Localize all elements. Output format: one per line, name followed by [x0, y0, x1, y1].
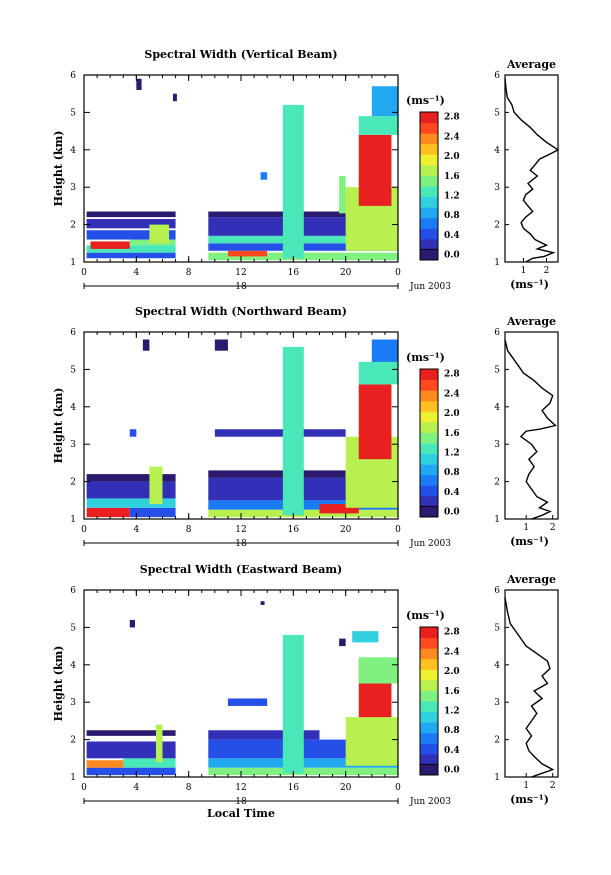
colorbar-tick-label: 0.4 [444, 745, 460, 756]
colorbar-swatch [420, 422, 438, 433]
colorbar-tick-label: 1.6 [444, 428, 460, 439]
colorbar-swatch [420, 112, 438, 123]
profile-y-tick-label: 2 [494, 220, 500, 231]
y-tick-label: 5 [70, 365, 76, 376]
x-tick-label: 12 [235, 525, 247, 535]
colorbar-swatch [420, 638, 438, 649]
heatmap-cell [87, 253, 176, 259]
profile-y-tick-label: 5 [494, 108, 500, 119]
colorbar-swatch [420, 733, 438, 744]
colorbar-tick-label: 0.0 [444, 507, 460, 518]
y-axis-label: Height (km) [52, 645, 65, 722]
colorbar-tick-label: 0.4 [444, 230, 460, 241]
colorbar-swatch [420, 218, 438, 229]
colorbar-tick-label: 0.4 [444, 487, 460, 498]
y-tick-label: 2 [70, 735, 76, 746]
y-tick-label: 3 [70, 440, 76, 451]
heatmap-cell [359, 657, 398, 683]
heatmap-cell [346, 717, 398, 766]
profile-line [505, 79, 558, 262]
heatmap-cell [123, 758, 175, 767]
colorbar-swatch [420, 712, 438, 723]
colorbar-tick-label: 0.8 [444, 726, 460, 737]
month-year-label: Jun 2003 [410, 539, 451, 549]
colorbar-tick-label: 2.8 [444, 627, 460, 638]
heatmap-cell [372, 86, 398, 116]
month-year-label: Jun 2003 [410, 797, 451, 807]
y-tick-label: 2 [70, 477, 76, 488]
x-tick-label: 8 [185, 783, 192, 793]
profile-y-tick-label: 3 [494, 440, 500, 451]
colorbar-swatch [420, 485, 438, 496]
heatmap-cell [215, 339, 228, 350]
colorbar-swatch [420, 496, 438, 507]
colorbar-swatch [420, 443, 438, 454]
profile-line [505, 598, 553, 778]
colorbar-swatch [420, 411, 438, 422]
y-tick-label: 6 [70, 71, 76, 81]
chart-title: Spectral Width (Vertical Beam) [144, 48, 338, 61]
profile-title: Average [506, 573, 557, 586]
colorbar-tick-label: 2.0 [444, 667, 460, 678]
heatmap-cell [352, 631, 378, 642]
colorbar-tick-label: 2.0 [444, 409, 460, 420]
colorbar-swatch [420, 464, 438, 475]
y-tick-label: 6 [70, 586, 76, 596]
colorbar-swatch [420, 680, 438, 691]
y-tick-label: 4 [70, 402, 76, 413]
profile-x-label: (ms⁻¹) [510, 793, 549, 806]
colorbar-swatch [420, 154, 438, 165]
y-tick-label: 5 [70, 623, 76, 634]
profile-line [505, 340, 555, 520]
heatmap-cell [208, 470, 345, 477]
colorbar-swatch [420, 123, 438, 134]
x-tick-label: 0 [395, 268, 401, 278]
month-year-label: Jun 2003 [410, 282, 451, 292]
x-tick-label: 4 [133, 783, 140, 793]
heatmap-cell [173, 94, 177, 101]
colorbar-swatch [420, 390, 438, 401]
profile-y-tick-label: 2 [494, 735, 500, 746]
colorbar-unit-label: (ms⁻¹) [406, 609, 445, 622]
colorbar-swatch [420, 239, 438, 250]
date-label: 18 [235, 282, 247, 292]
heatmap-cell [339, 176, 346, 213]
profile-x-label: (ms⁻¹) [510, 535, 549, 548]
heatmap-cell [359, 116, 398, 135]
y-tick-label: 4 [70, 660, 76, 671]
x-tick-label: 12 [235, 783, 247, 793]
heatmap-cell [208, 212, 345, 218]
chart-title: Spectral Width (Northward Beam) [135, 305, 347, 318]
colorbar-swatch [420, 627, 438, 638]
profile-y-tick-label: 4 [494, 402, 500, 413]
colorbar-tick-label: 2.4 [444, 647, 460, 658]
colorbar-swatch [420, 369, 438, 380]
colorbar-tick-label: 2.8 [444, 369, 460, 380]
colorbar-swatch [420, 401, 438, 412]
colorbar-swatch [420, 228, 438, 239]
x-axis-label: Local Time [207, 807, 275, 820]
heatmap-cell [339, 639, 346, 646]
colorbar-swatch [420, 475, 438, 486]
profile-x-label: (ms⁻¹) [510, 278, 549, 291]
heatmap-cell [130, 620, 135, 627]
colorbar-tick-label: 2.0 [444, 152, 460, 163]
colorbar-swatch [420, 690, 438, 701]
profile-y-tick-label: 4 [494, 145, 500, 156]
heatmap-cell [261, 172, 268, 179]
heatmap-cell [87, 212, 176, 218]
profile-title: Average [506, 58, 557, 71]
x-tick-label: 16 [287, 268, 300, 278]
profile-title: Average [506, 315, 557, 328]
heatmap-cell [87, 508, 130, 517]
profile-x-tick-label: 2 [543, 266, 550, 276]
profile-y-tick-label: 6 [494, 71, 500, 81]
x-tick-label: 0 [81, 525, 87, 535]
colorbar-swatch [420, 764, 438, 775]
x-tick-label: 20 [339, 525, 352, 535]
colorbar-swatch [420, 197, 438, 208]
heatmap-cell [283, 347, 304, 515]
heatmap-cell [372, 339, 398, 361]
heatmap-cell [261, 601, 265, 605]
profile-y-tick-label: 5 [494, 623, 500, 634]
profile-frame [505, 590, 558, 777]
x-tick-label: 8 [185, 525, 192, 535]
colorbar-swatch [420, 722, 438, 733]
date-label: 18 [235, 539, 247, 549]
heatmap-cell [228, 251, 267, 257]
colorbar-unit-label: (ms⁻¹) [406, 351, 445, 364]
profile-y-tick-label: 4 [494, 660, 500, 671]
chart-panel-0 [52, 48, 558, 292]
profile-x-tick-label: 2 [549, 523, 556, 533]
chart-title: Spectral Width (Eastward Beam) [139, 563, 343, 576]
x-tick-label: 4 [133, 268, 140, 278]
colorbar-swatch [420, 133, 438, 144]
colorbar-tick-label: 0.0 [444, 765, 460, 776]
profile-y-tick-label: 1 [494, 515, 500, 525]
profile-y-tick-label: 1 [494, 773, 500, 783]
colorbar-swatch [420, 175, 438, 186]
colorbar-swatch [420, 186, 438, 197]
colorbar-swatch [420, 754, 438, 765]
y-tick-label: 6 [70, 328, 76, 338]
profile-y-tick-label: 6 [494, 328, 500, 338]
heatmap-cell [359, 135, 392, 206]
heatmap-cell [91, 241, 130, 248]
profile-x-tick-label: 1 [520, 266, 527, 276]
y-tick-label: 1 [70, 258, 76, 268]
profile-y-tick-label: 1 [494, 258, 500, 268]
colorbar-tick-label: 2.4 [444, 132, 460, 143]
y-tick-label: 4 [70, 145, 76, 156]
colorbar-tick-label: 0.8 [444, 468, 460, 479]
heatmap-cells [87, 79, 398, 260]
heatmap-cell [283, 635, 304, 773]
x-tick-label: 20 [339, 783, 352, 793]
colorbar-tick-label: 1.6 [444, 686, 460, 697]
heatmap-cell [143, 339, 150, 350]
profile-x-tick-label: 2 [549, 781, 556, 791]
x-tick-label: 16 [287, 525, 300, 535]
heatmap-cell [130, 429, 137, 436]
colorbar-tick-label: 2.8 [444, 112, 460, 123]
y-tick-label: 5 [70, 108, 76, 119]
heatmap-cells [87, 601, 398, 775]
colorbar-swatch [420, 506, 438, 517]
colorbar-swatch [420, 380, 438, 391]
colorbar-tick-label: 2.4 [444, 389, 460, 400]
colorbar-swatch [420, 669, 438, 680]
y-tick-label: 3 [70, 698, 76, 709]
x-tick-label: 8 [185, 268, 192, 278]
colorbar-swatch [420, 701, 438, 712]
colorbar-swatch [420, 165, 438, 176]
heatmap-cell [283, 105, 304, 258]
colorbar-tick-label: 1.2 [444, 706, 460, 717]
heatmap-cell [228, 698, 267, 705]
x-tick-label: 12 [235, 268, 247, 278]
chart-panel-2 [52, 563, 558, 820]
colorbar-tick-label: 1.2 [444, 448, 460, 459]
profile-y-tick-label: 5 [494, 365, 500, 376]
profile-y-tick-label: 3 [494, 698, 500, 709]
colorbar-swatch [420, 648, 438, 659]
x-tick-label: 16 [287, 783, 300, 793]
colorbar-unit-label: (ms⁻¹) [406, 94, 445, 107]
colorbar-swatch [420, 207, 438, 218]
x-tick-label: 4 [133, 525, 140, 535]
heatmap-cell [149, 467, 162, 504]
colorbar-swatch [420, 432, 438, 443]
chart-panel-1 [52, 305, 558, 549]
heatmap-cell [359, 384, 392, 459]
colorbar-tick-label: 1.2 [444, 191, 460, 202]
date-label: 18 [235, 797, 247, 807]
x-tick-label: 0 [81, 783, 87, 793]
profile-y-tick-label: 2 [494, 477, 500, 488]
y-axis-label: Height (km) [52, 130, 65, 207]
profile-frame [505, 332, 558, 519]
colorbar-tick-label: 0.0 [444, 250, 460, 261]
profile-y-tick-label: 6 [494, 586, 500, 596]
y-axis-label: Height (km) [52, 387, 65, 464]
colorbar-swatch [420, 249, 438, 260]
x-tick-label: 0 [395, 783, 401, 793]
heatmap-cell [136, 79, 141, 90]
profile-x-tick-label: 1 [523, 523, 530, 533]
colorbar-swatch [420, 454, 438, 465]
heatmap-cell [156, 725, 163, 762]
x-tick-label: 0 [395, 525, 401, 535]
profile-y-tick-label: 3 [494, 183, 500, 194]
heatmap-cell [359, 362, 398, 384]
colorbar-tick-label: 0.8 [444, 211, 460, 222]
y-tick-label: 1 [70, 773, 76, 783]
heatmap-cells [87, 339, 398, 517]
x-tick-label: 20 [339, 268, 352, 278]
heatmap-cell [149, 225, 169, 244]
y-tick-label: 3 [70, 183, 76, 194]
colorbar-swatch [420, 743, 438, 754]
x-tick-label: 0 [81, 268, 87, 278]
colorbar-swatch [420, 659, 438, 670]
colorbar-tick-label: 1.6 [444, 171, 460, 182]
y-tick-label: 1 [70, 515, 76, 525]
heatmap-cell [215, 429, 346, 436]
y-tick-label: 2 [70, 220, 76, 231]
colorbar-swatch [420, 144, 438, 155]
profile-x-tick-label: 1 [523, 781, 530, 791]
